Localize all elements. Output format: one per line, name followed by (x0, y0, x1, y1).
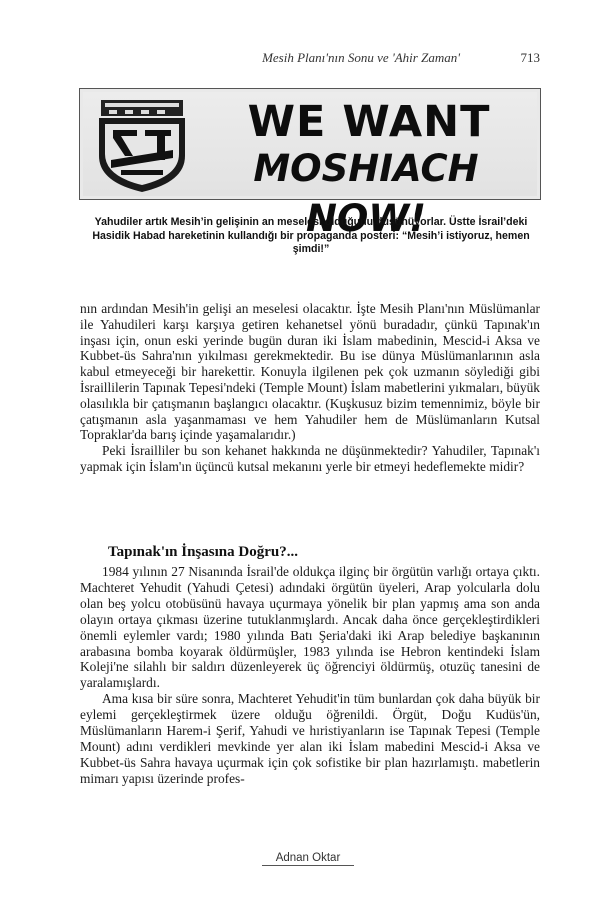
section-body (80, 564, 540, 787)
habad-emblem-icon (91, 98, 193, 194)
running-title: Mesih Planı'nın Sonu ve 'Ahir Zaman' (262, 50, 460, 65)
paragraph: nın ardından Mesih'in gelişi an meselesi olacaktır. İşte Mesih Planı'nın Müslümanlar ile Yahudileri karşı karşıya getiren kehanetsel yönü buradadır, çünkü Tapınak'ın inşası için, onun eski yerinde bugün duran iki İslam mabedinin, Mescid-i Aksa ve Kubbet-üs Sahra'nın yıkılması gerekmektedir. Bu ise dünya Müslümanlarının asla kabul etmeyeceği bir harekettir. Konuyla ilgilenen pek çok uzmanın söylediği gibi İsraillilerin Tapınak Tepesi'ndeki (Temple Mount) İslam mabetlerini yıkmaları, büyük olasılıkla bir çatışmanın başlangıcı olacaktır. (Kuşkusuz bizim temennimiz, böyle bir çatışmanın asla yaşanmaması ve hem Yahudiler hem de Müslümanların Kutsal Topraklar'da barış içinde yaşamalarıdır.) (80, 301, 540, 443)
section-heading: Tapınak'ın İnşasına Doğru?... (108, 544, 298, 560)
paragraph: Peki İsrailliler bu son kehanet hakkında ne düşünmektedir? Yahudiler, Tapınak'ı yapmak için İslam'ın üçüncü kutsal mekanını yerle bir etmeyi hedeflemekte midir? (80, 443, 540, 474)
poster-subheadline: MOSHIACH NOW! (253, 147, 479, 240)
paragraph: Ama kısa bir süre sonra, Machteret Yehudit'in tüm bunlardan çok daha büyük bir eylemi gerçekleştirmek üzere olduğu öğrenildi. Örgüt, Doğu Kudüs'ün, Müslümanların Harem-i Şerif, Yahudi ve hıristiyanların ise Tapınak Tepesi (Temple Mount) adını verdikleri mevkinde yer alan iki İslam mabedini Mescid-i Aksa ve Kubbet-üs Sahra havaya uçurmak için çok sofistike bir plan hazırlamıştı. mabetlerin mimarı yapısı üzerinde profes- (80, 691, 540, 786)
poster-headline: WE WANT (247, 97, 491, 147)
body-text (80, 301, 540, 475)
figure-caption: Yahudiler artık Mesih’in gelişinin an meselesi olduğunu düşünüyorlar. Üstte İsrail’deki Hasidik Habad hareketinin kullandığı bir propaganda posteri: “Mesih’i istiyoruz, hemen şimdi!” (92, 216, 530, 255)
footer-author: Adnan Oktar (262, 852, 354, 866)
page-number: 713 (520, 50, 540, 65)
running-header (80, 50, 540, 70)
paragraph: 1984 yılının 27 Nisanında İsrail'de oldukça ilginç bir örgütün varlığı ortaya çıktı. Machteret Yehudit (Yahudi Çetesi) adındaki örgütün üyeleri, Arap yolcularla dolu olan beş yolcu otobüsünü havaya uçurmaya yönelik bir plan yapmış ama son anda olayın ortaya çıkması üzerine tutuklanmışlardı. Ancak daha önce gerçekleştirdikleri önemli eylemler vardı; 1980 yılında Batı Şeria'daki iki Arap belediye başkanının arabasına bomba koyarak öldürmüşler, 1983 yılında ise Hebron kentindeki İslam Koleji'ne silahlı bir saldırı düzenleyerek üç öğrenciyi öldürmüş, otuzüç tanesini de yaralamışlardı. (80, 564, 540, 691)
